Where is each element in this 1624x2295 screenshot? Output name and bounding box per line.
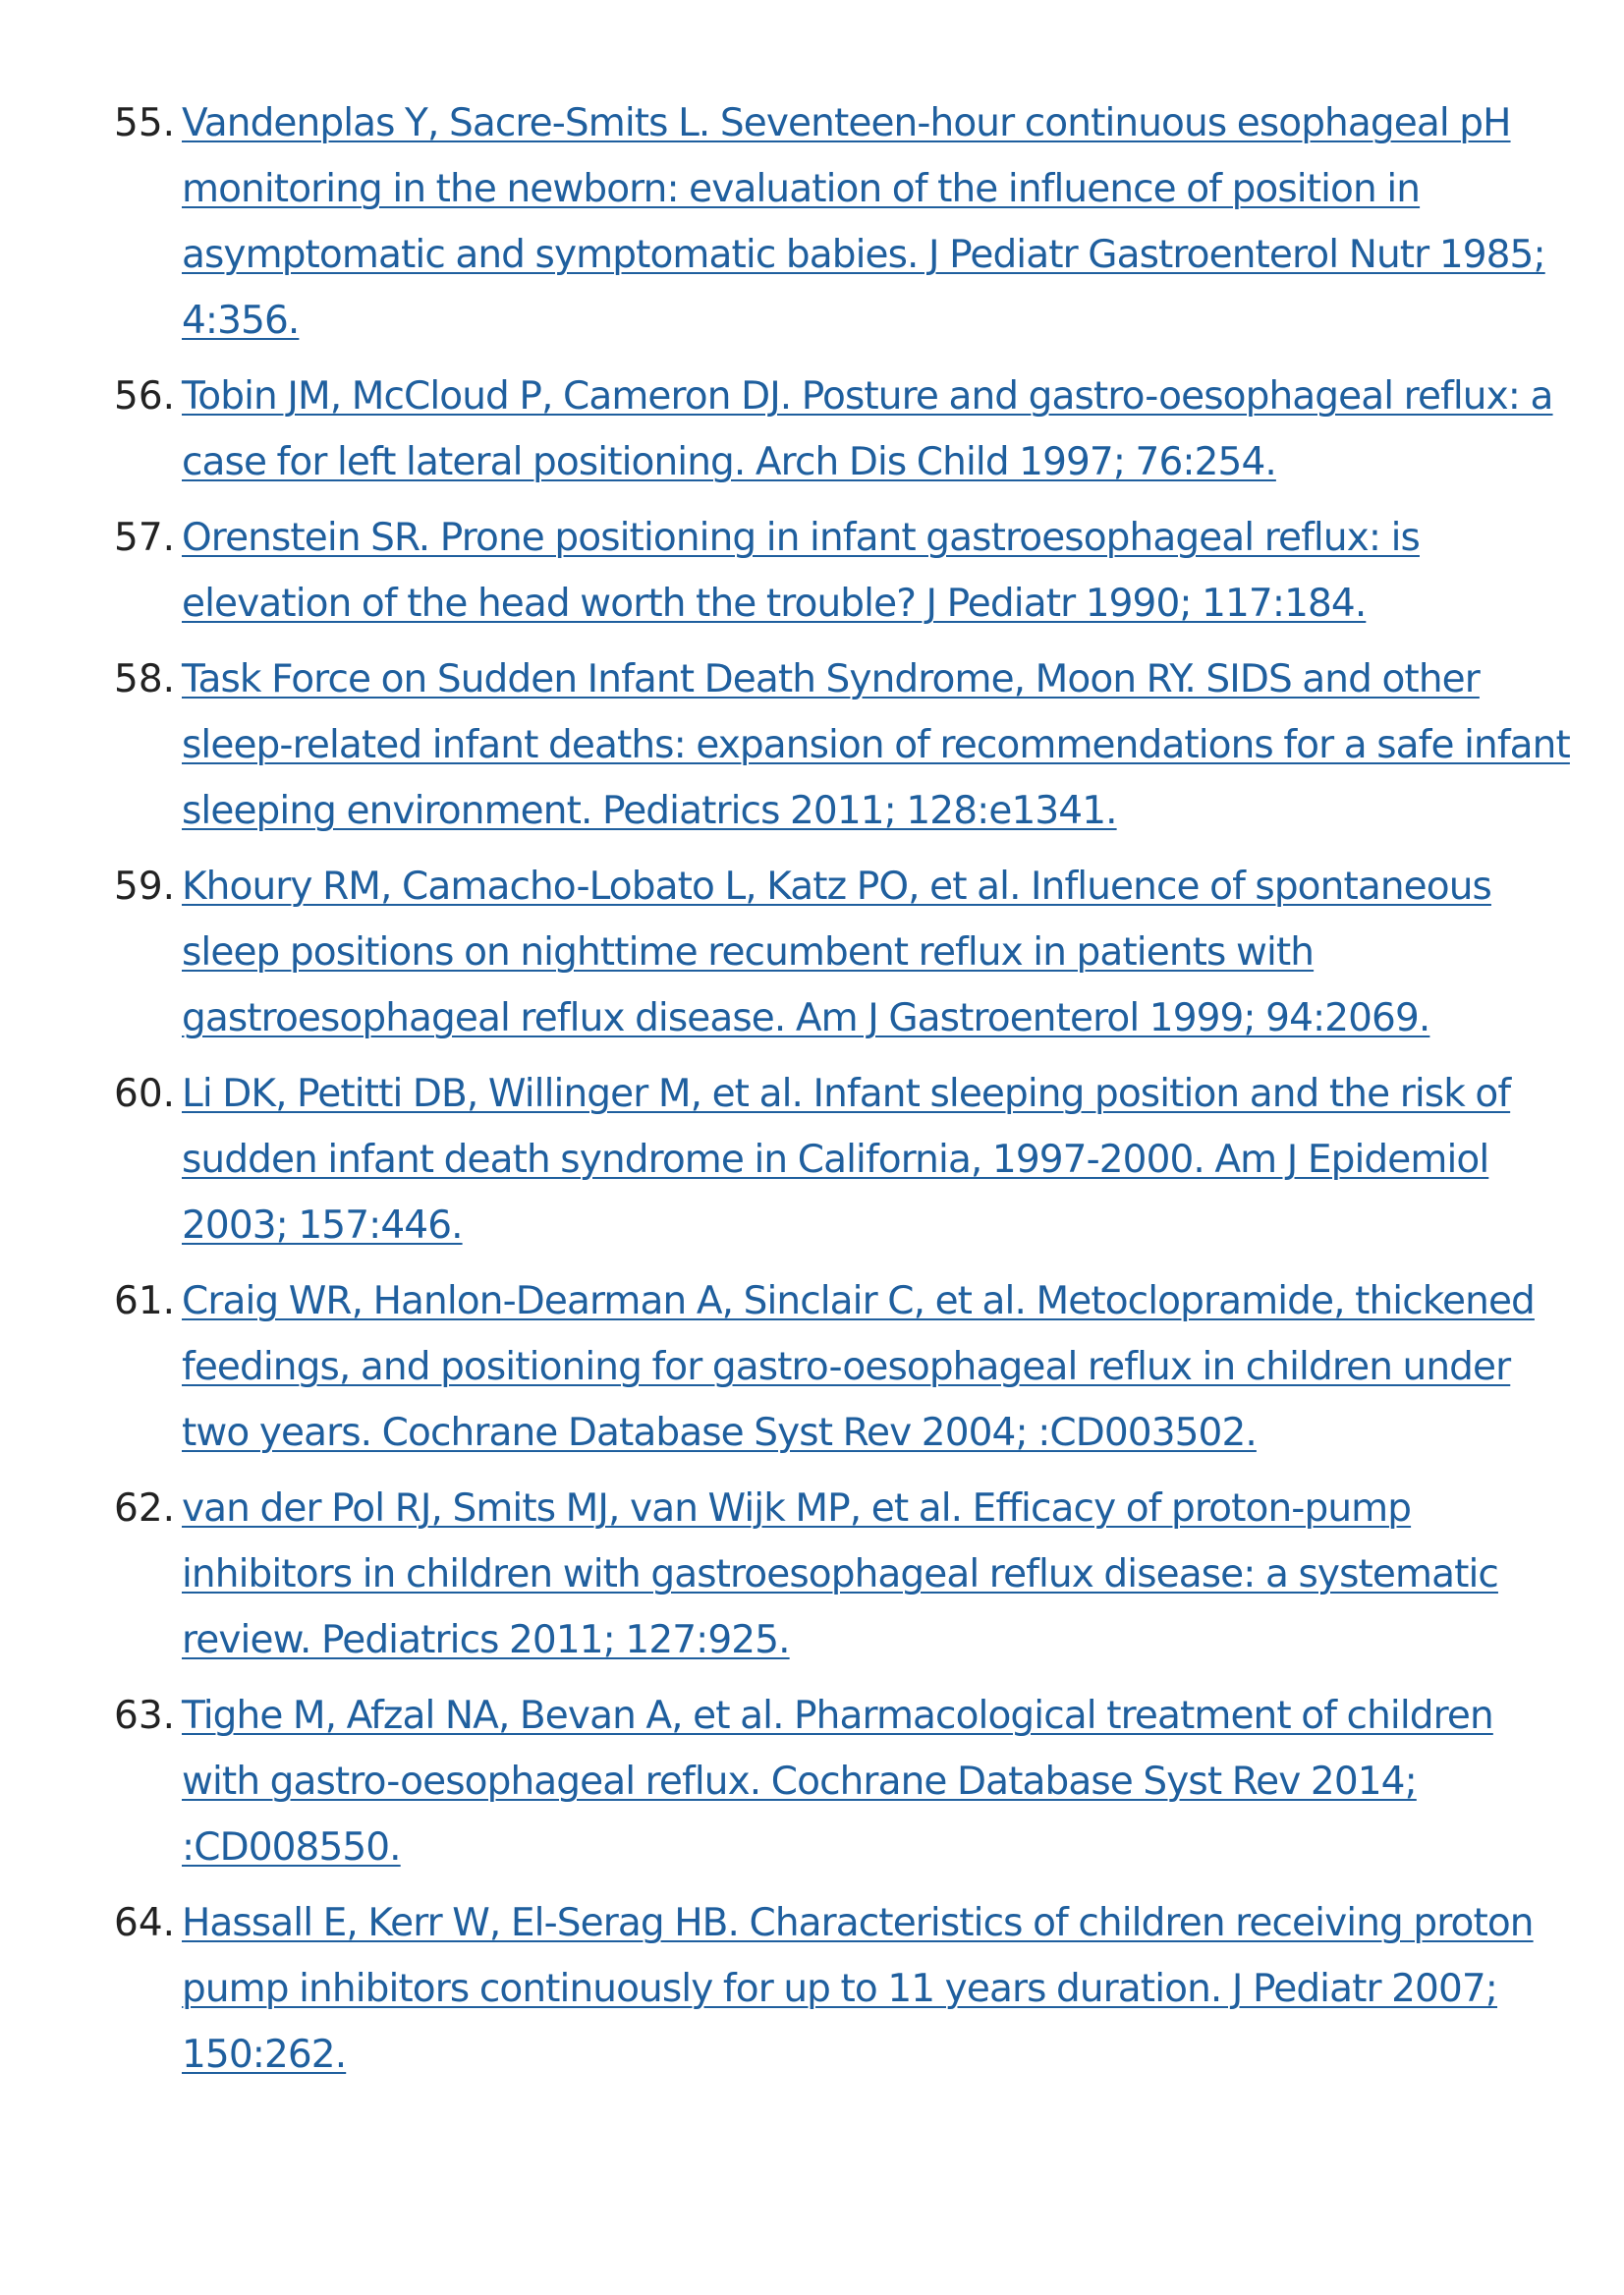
reference-item (0, 1061, 1624, 1259)
reference-number: 55. (114, 101, 176, 145)
reference-item (0, 90, 1624, 354)
reference-number: 56. (114, 374, 176, 419)
reference-link[interactable]: van der Pol RJ, Smits MJ, van Wijk MP, et al. Efficacy of proton-pump inhibitors in children with gastroesophageal reflux disease: a systematic review. Pediatrics 2011; 127:925. (182, 1486, 1498, 1662)
reference-item (0, 854, 1624, 1051)
reference-number: 61. (114, 1279, 176, 1323)
reference-item (0, 1890, 1624, 2088)
reference-number: 62. (114, 1486, 176, 1531)
reference-number: 57. (114, 516, 176, 560)
reference-item (0, 364, 1624, 495)
reference-link[interactable]: Tighe M, Afzal NA, Bevan A, et al. Pharmacological treatment of children with gastro-oesophageal reflux. Cochrane Database Syst Rev 2014; :CD008550. (182, 1694, 1493, 1870)
reference-number: 60. (114, 1072, 176, 1116)
reference-list (0, 90, 1624, 2098)
reference-item (0, 505, 1624, 637)
reference-link[interactable]: Hassall E, Kerr W, El-Serag HB. Characteristics of children receiving proton pump inhibitors continuously for up to 11 years duration. J Pediatr 2007; 150:262. (182, 1901, 1534, 2077)
reference-item (0, 1683, 1624, 1880)
reference-link[interactable]: Li DK, Petitti DB, Willinger M, et al. Infant sleeping position and the risk of sudden infant death syndrome in California, 1997-2000. Am J Epidemiol 2003; 157:446. (182, 1072, 1511, 1248)
reference-number: 59. (114, 865, 176, 909)
reference-link[interactable]: Task Force on Sudden Infant Death Syndrome, Moon RY. SIDS and other sleep-related infant deaths: expansion of recommendations for a safe infant sleeping environment. Pediatrics 2011; 128:e1341. (182, 657, 1570, 833)
reference-item (0, 1268, 1624, 1466)
reference-link[interactable]: Craig WR, Hanlon-Dearman A, Sinclair C, et al. Metoclopramide, thickened feedings, and positioning for gastro-oesophageal reflux in children under two years. Cochrane Database Syst Rev 2004; :CD003502. (182, 1279, 1535, 1455)
reference-link[interactable]: Tobin JM, McCloud P, Cameron DJ. Posture and gastro-oesophageal reflux: a case for left lateral positioning. Arch Dis Child 1997; 76:254. (182, 374, 1553, 484)
reference-link[interactable]: Orenstein SR. Prone positioning in infant gastroesophageal reflux: is elevation of the head worth the trouble? J Pediatr 1990; 117:184. (182, 516, 1420, 626)
reference-link[interactable]: Khoury RM, Camacho-Lobato L, Katz PO, et al. Influence of spontaneous sleep positions on nighttime recumbent reflux in patients with gastroesophageal reflux disease. Am J Gastroenterol 1999; 94:2069. (182, 865, 1491, 1040)
reference-number: 63. (114, 1694, 176, 1738)
reference-link[interactable]: Vandenplas Y, Sacre-Smits L. Seventeen-hour continuous esophageal pH monitoring in the newborn: evaluation of the influence of position in asymptomatic and symptomatic babies. J Pediatr Gastroenterol Nutr 1985; 4:356. (182, 101, 1545, 343)
reference-item (0, 646, 1624, 844)
reference-number: 58. (114, 657, 176, 701)
reference-item (0, 1476, 1624, 1673)
reference-number: 64. (114, 1901, 176, 1945)
